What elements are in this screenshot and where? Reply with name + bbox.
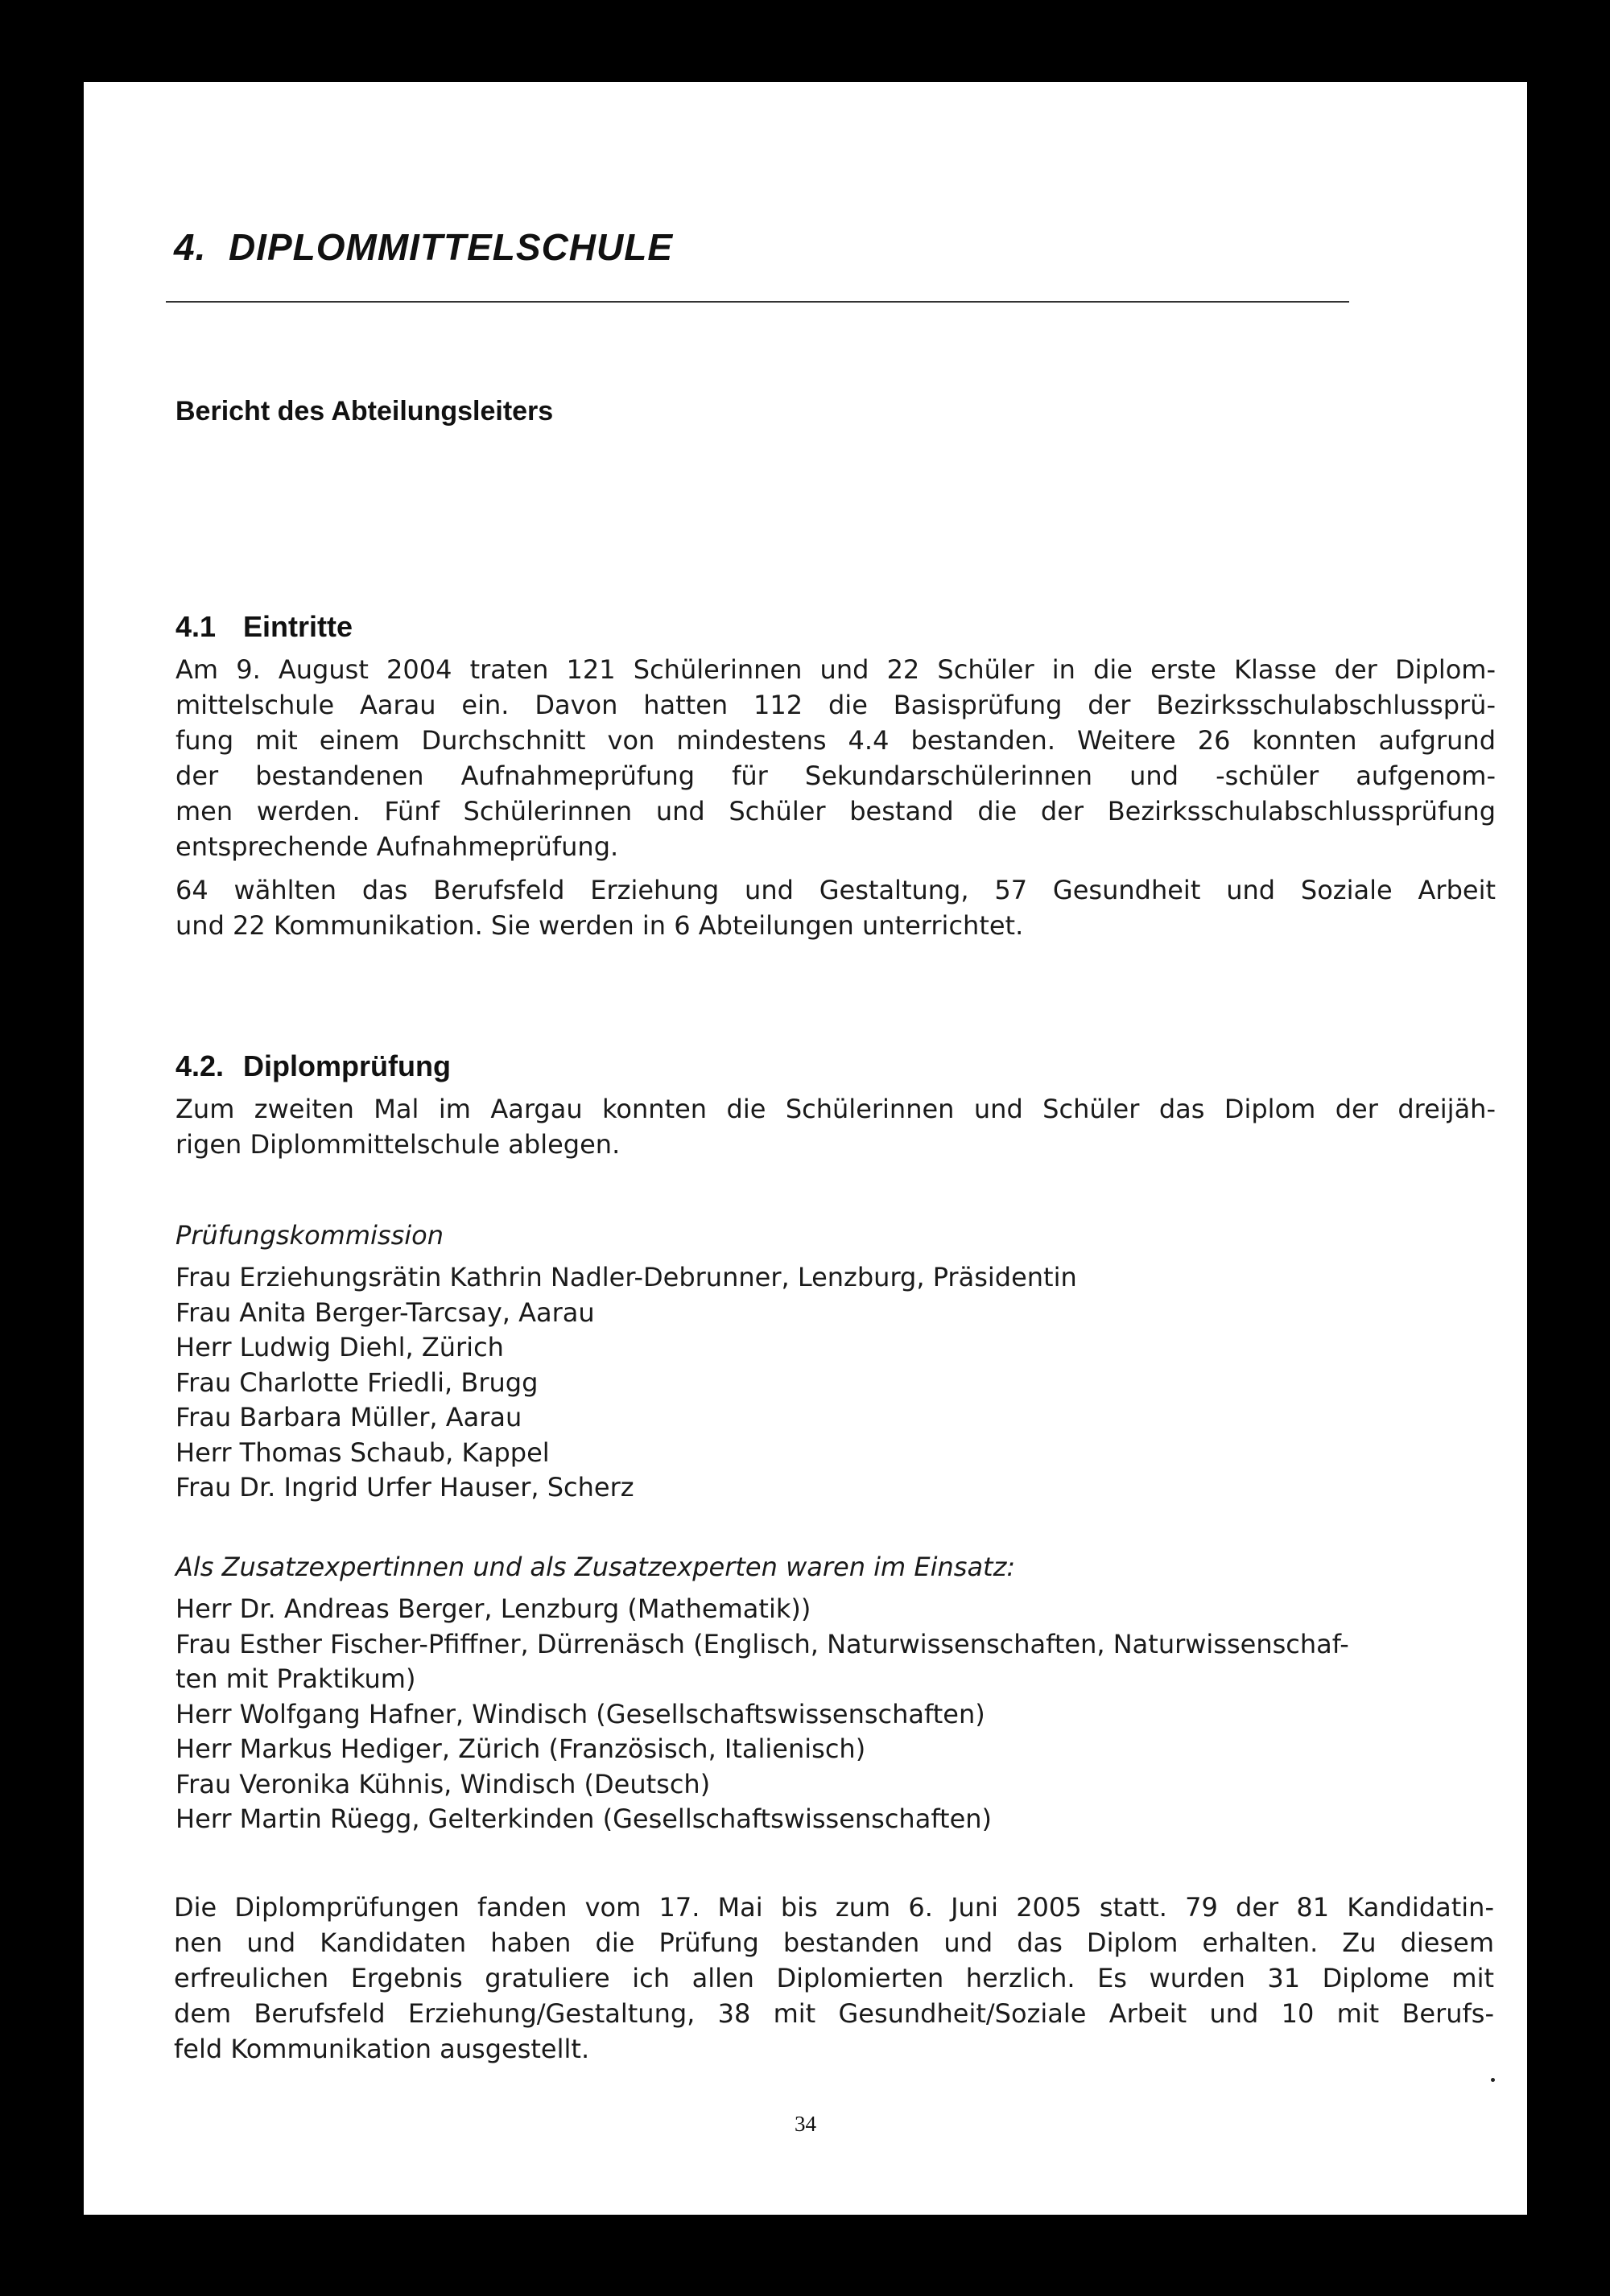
text-line: der bestandenen Aufnahmeprüfung für Sekundarschülerinnen und -schüler aufgenom- [175,761,1496,791]
list-item: Herr Ludwig Diehl, Zürich [175,1332,504,1362]
text-line: und 22 Kommunikation. Sie werden in 6 Abteilungen unterrichtet. [175,910,1024,941]
page-number: 34 [795,2112,816,2136]
document-page [84,82,1527,2215]
eintritte-paragraph-2 [175,872,1496,943]
list-item: Frau Veronika Kühnis, Windisch (Deutsch) [175,1768,711,1799]
list-item: Herr Dr. Andreas Berger, Lenzburg (Mathematik)) [175,1593,811,1624]
section-title: Eintritte [243,610,353,643]
text-line: fung mit einem Durchschnitt von mindestens 4.4 bestanden. Weitere 26 konnten aufgrund [175,725,1496,756]
text-line: dem Berufsfeld Erziehung/Gestaltung, 38 mit Gesundheit/Soziale Arbeit und 10 mit Berufs- [174,1998,1494,2029]
text-line: Die Diplomprüfungen fanden vom 17. Mai bis zum 6. Juni 2005 statt. 79 der 81 Kandidatin- [174,1892,1494,1923]
list-item: Herr Markus Hediger, Zürich (Französisch, Italienisch) [175,1733,866,1764]
diplompruefung-intro [175,1091,1496,1162]
experts-list [175,1592,1349,1837]
text-line: entsprechende Aufnahmeprüfung. [175,831,619,862]
section-heading-diplompruefung [175,1049,451,1083]
chapter-divider [166,301,1349,303]
section-heading-eintritte [175,610,353,644]
text-line: Zum zweiten Mal im Aargau konnten die Schülerinnen und Schüler das Diplom der dreijäh- [175,1094,1496,1124]
commission-list [175,1260,1077,1506]
text-line: men werden. Fünf Schülerinnen und Schüler bestand die der Bezirksschulabschlussprüfung [175,796,1496,826]
chapter-number: 4. [174,226,207,268]
list-item: Herr Wolfgang Hafner, Windisch (Gesellschaftswissenschaften) [175,1698,985,1729]
text-line: nen und Kandidaten haben die Prüfung bestanden und das Diplom erhalten. Zu diesem [174,1927,1494,1958]
text-line: Am 9. August 2004 traten 121 Schülerinnen und 22 Schüler in die erste Klasse der Diplom- [175,654,1496,685]
text-line: rigen Diplommittelschule ablegen. [175,1129,621,1160]
list-item: ten mit Praktikum) [175,1663,416,1694]
list-item: Frau Barbara Müller, Aarau [175,1402,522,1432]
section-title: Diplomprüfung [243,1049,451,1082]
scan-speck [1491,2078,1495,2082]
diplompruefung-closing [174,1890,1494,2067]
eintritte-paragraph-1 [175,652,1496,864]
section-number: 4.1 [175,610,217,643]
list-item: Frau Dr. Ingrid Urfer Hauser, Scherz [175,1472,634,1502]
text-line: feld Kommunikation ausgestellt. [174,2034,590,2064]
commission-heading: Prüfungskommission [175,1220,444,1251]
text-line: mittelschule Aarau ein. Davon hatten 112 die Basisprüfung der Bezirksschulabschlussprü- [175,690,1496,720]
report-heading: Bericht des Abteilungsleiters [175,396,554,427]
list-item: Frau Charlotte Friedli, Brugg [175,1366,539,1398]
chapter-name: DIPLOMMITTELSCHULE [228,226,674,268]
list-item: Herr Thomas Schaub, Kappel [175,1437,550,1468]
list-item: Frau Erziehungsrätin Kathrin Nadler-Debrunner, Lenzburg, Präsidentin [175,1262,1077,1292]
section-number: 4.2. [175,1049,225,1082]
text-line: erfreulichen Ergebnis gratuliere ich allen Diplomierten herzlich. Es wurden 31 Diplome mit [174,1963,1494,1993]
list-item: Herr Martin Rüegg, Gelterkinden (Gesellschaftswissenschaften) [175,1803,993,1834]
list-item: Frau Anita Berger-Tarcsay, Aarau [175,1296,595,1328]
chapter-title [174,225,673,269]
list-item: Frau Esther Fischer-Pfiffner, Dürrenäsch (Englisch, Naturwissenschaften, Naturwissenschaf- [175,1628,1349,1659]
experts-heading: Als Zusatzexpertinnen und als Zusatzexperten waren im Einsatz: [175,1552,1016,1582]
text-line: 64 wählten das Berufsfeld Erziehung und Gestaltung, 57 Gesundheit und Soziale Arbeit [175,875,1496,905]
